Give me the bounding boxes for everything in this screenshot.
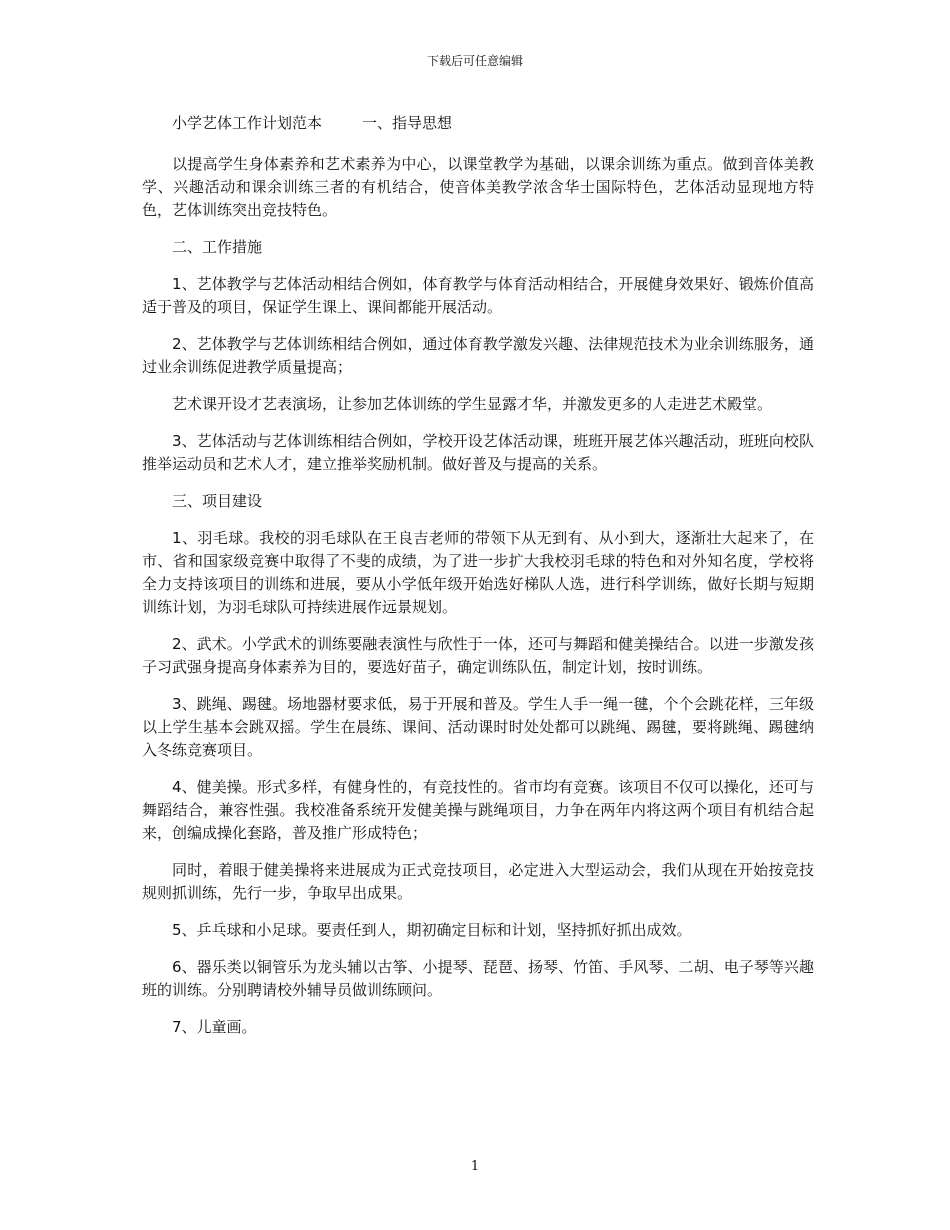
paragraph-intro: 以提高学生身体素养和艺术素养为中心，以课堂教学为基础，以课余训练为重点。做到音体美教学、兴趣活动和课余训练三者的有机结合，使音体美教学浓含华士国际特色，艺体活动显现地方特色，艺体训练突出竞技特色。 [142, 155, 814, 219]
paragraph-badminton: 1、羽毛球。我校的羽毛球队在王良吉老师的带领下从无到有、从小到大，逐渐壮大起来了，在市、省和国家级竞赛中取得了不斐的成绩，为了进一步扩大我校羽毛球的特色和对外知名度，学校将全力支持该项目的训练和进展，要从小学低年级开始选好梯队人选，进行科学训练，做好长期与短期训练计划，为羽毛球队可持续进展作远景规划。 [142, 529, 814, 616]
section-heading-guiding-ideology: 一、指导思想 [362, 114, 453, 132]
paragraph-childrens-painting: 7、儿童画。 [172, 1018, 257, 1036]
paragraph-measure-2: 2、艺体教学与艺体训练相结合例如，通过体育教学激发兴趣、法律规范技术为业余训练服务，通过业余训练促进教学质量提高； [142, 335, 814, 376]
section-heading-project-construction: 三、项目建设 [172, 492, 263, 510]
paragraph-art-class: 艺术课开设才艺表演场，让参加艺体训练的学生显露才华，并激发更多的人走进艺术殿堂。 [172, 395, 773, 413]
paragraph-martial-arts: 2、武术。小学武术的训练要融表演性与欣性于一体，还可与舞蹈和健美操结合。以进一步激发孩子习武强身提高身体素养为目的，要选好苗子，确定训练队伍，制定计划，按时训练。 [142, 635, 814, 676]
document-title-line [142, 112, 814, 135]
paragraph-measure-1: 1、艺体教学与艺体活动相结合例如，体育教学与体育活动相结合，开展健身效果好、锻炼价值高适于普及的项目，保证学生课上、课间都能开展活动。 [142, 275, 814, 316]
document-body [142, 112, 814, 1053]
paragraph-instruments: 6、器乐类以铜管乐为龙头辅以古筝、小提琴、琵琶、扬琴、竹笛、手风琴、二胡、电子琴等兴趣班的训练。分别聘请校外辅导员做训练顾问。 [142, 958, 814, 999]
section-heading-work-measures: 二、工作措施 [172, 238, 263, 256]
paragraph-aerobics: 4、健美操。形式多样，有健身性的，有竞技性的。省市均有竞赛。该项目不仅可以操化，还可与舞蹈结合，兼容性强。我校准备系统开发健美操与跳绳项目，力争在两年内将这两个项目有机结合起来，创编成操化套路，普及推广形成特色； [142, 778, 814, 842]
paragraph-measure-3: 3、艺体活动与艺体训练相结合例如，学校开设艺体活动课，班班开展艺体兴趣活动，班班向校队推举运动员和艺术人才，建立推举奖励机制。做好普及与提高的关系。 [142, 432, 814, 473]
paragraph-jump-rope: 3、跳绳、踢毽。场地器材要求低，易于开展和普及。学生人手一绳一毽，个个会跳花样，三年级以上学生基本会跳双摇。学生在晨练、课间、活动课时时处处都可以跳绳、踢毽，要将跳绳、踢毽纳入冬练竞赛项目。 [142, 695, 814, 759]
page-header: 下载后可任意编辑 [426, 54, 523, 68]
paragraph-aerobics-continued: 同时，着眼于健美操将来进展成为正式竞技项目，必定进入大型运动会，我们从现在开始按竞技规则抓训练，先行一步，争取早出成果。 [142, 861, 814, 902]
document-title: 小学艺体工作计划范本 [172, 114, 323, 132]
paragraph-table-tennis: 5、乒乓球和小足球。要责任到人，期初确定目标和计划，坚持抓好抓出成效。 [172, 921, 692, 939]
page-number: 1 [470, 1159, 480, 1174]
